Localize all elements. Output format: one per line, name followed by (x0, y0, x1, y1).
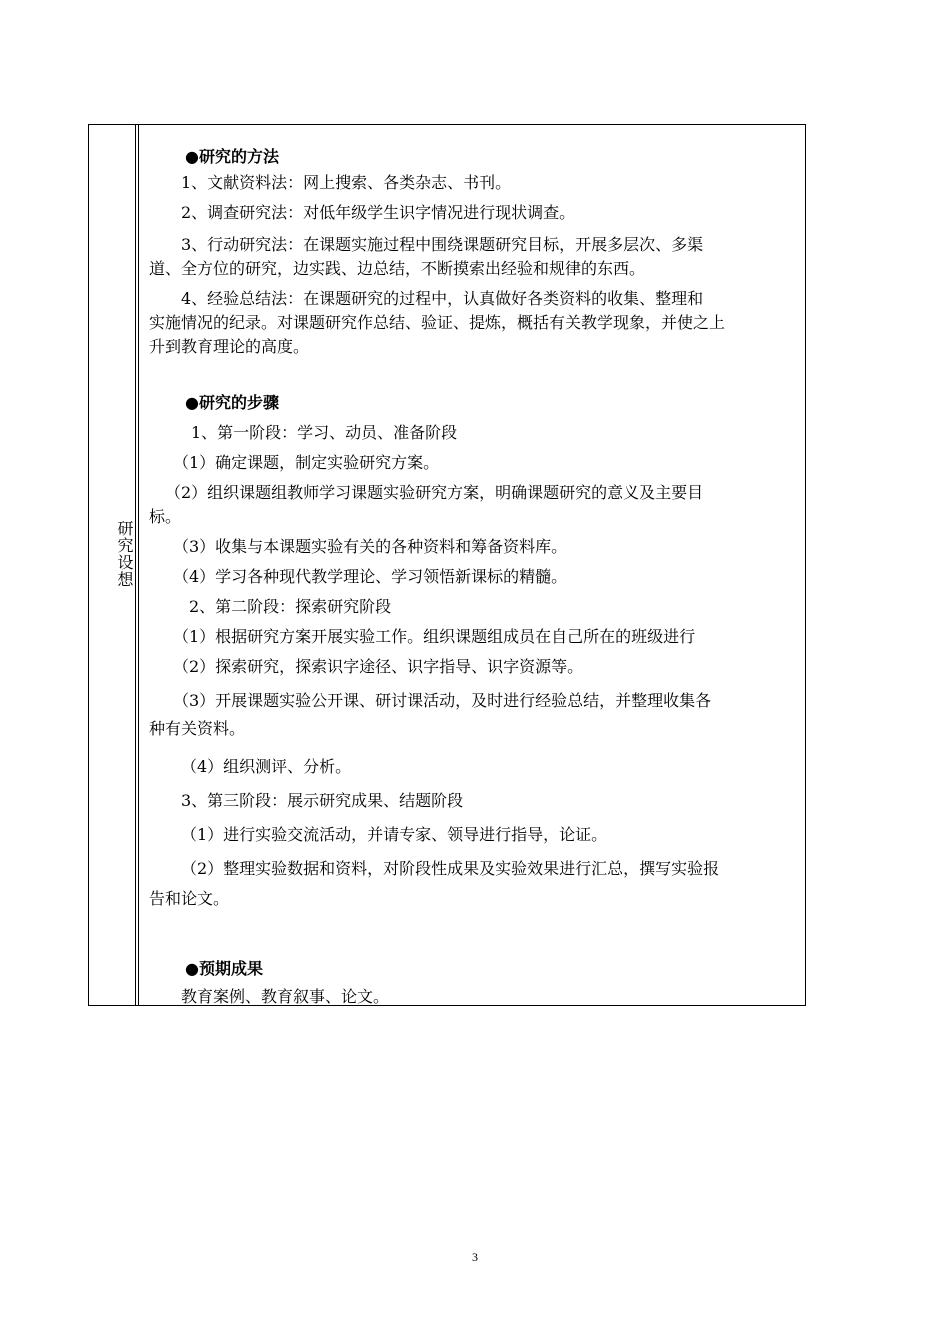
section-heading-outcomes: ●预期成果 (185, 959, 263, 978)
steps-item: 2、第二阶段：探索研究阶段 (189, 597, 392, 616)
row-label: 研究设想 (115, 520, 134, 588)
content-cell (138, 125, 805, 1005)
steps-item: （1）根据研究方案开展实验工作。组织课题组成员在自己所在的班级进行 (173, 627, 696, 646)
row-label-cell (89, 125, 136, 1005)
steps-item: 种有关资料。 (149, 719, 246, 738)
steps-item: （2）整理实验数据和资料，对阶段性成果及实验效果进行汇总，撰写实验报 (181, 859, 720, 878)
section-heading-steps: ●研究的步骤 (185, 393, 279, 412)
steps-item: （4）组织测评、分析。 (181, 757, 352, 776)
steps-item: （3）开展课题实验公开课、研讨课活动，及时进行经验总结，并整理收集各 (173, 691, 712, 710)
methods-item: 2、调查研究法：对低年级学生识字情况进行现状调查。 (181, 203, 576, 222)
steps-item: （2）组织课题组教师学习课题实验研究方案，明确课题研究的意义及主要目 (165, 483, 704, 502)
outcomes-item: 教育案例、教育叙事、论文。 (181, 987, 390, 1006)
methods-item: 升到教育理论的高度。 (149, 337, 310, 356)
methods-item: 1、文献资料法：网上搜索、各类杂志、书刊。 (181, 173, 512, 192)
methods-item: 3、行动研究法：在课题实施过程中围绕课题研究目标，开展多层次、多渠 (181, 235, 704, 254)
methods-item: 道、全方位的研究，边实践、边总结，不断摸索出经验和规律的东西。 (149, 259, 646, 278)
page-number: 3 (472, 1250, 478, 1264)
steps-item: （2）探索研究，探索识字途径、识字指导、识字资源等。 (173, 657, 584, 676)
steps-item: （1）进行实验交流活动，并请专家、领导进行指导，论证。 (181, 825, 608, 844)
steps-item: （4）学习各种现代教学理论、学习领悟新课标的精髓。 (173, 567, 568, 586)
steps-item: 告和论文。 (149, 889, 230, 908)
section-heading-methods: ●研究的方法 (185, 147, 279, 166)
steps-item: 标。 (149, 507, 182, 526)
steps-item: （1）确定课题，制定实验研究方案。 (173, 453, 440, 472)
steps-item: （3）收集与本课题实验有关的各种资料和筹备资料库。 (173, 537, 568, 556)
steps-item: 3、第三阶段：展示研究成果、结题阶段 (181, 791, 464, 810)
methods-item: 4、经验总结法：在课题研究的过程中，认真做好各类资料的收集、整理和 (181, 289, 704, 308)
research-plan-table (88, 124, 806, 1006)
methods-item: 实施情况的纪录。对课题研究作总结、验证、提炼，概括有关教学现象，并使之上 (149, 313, 726, 332)
steps-item: 1、第一阶段：学习、动员、准备阶段 (191, 423, 458, 442)
